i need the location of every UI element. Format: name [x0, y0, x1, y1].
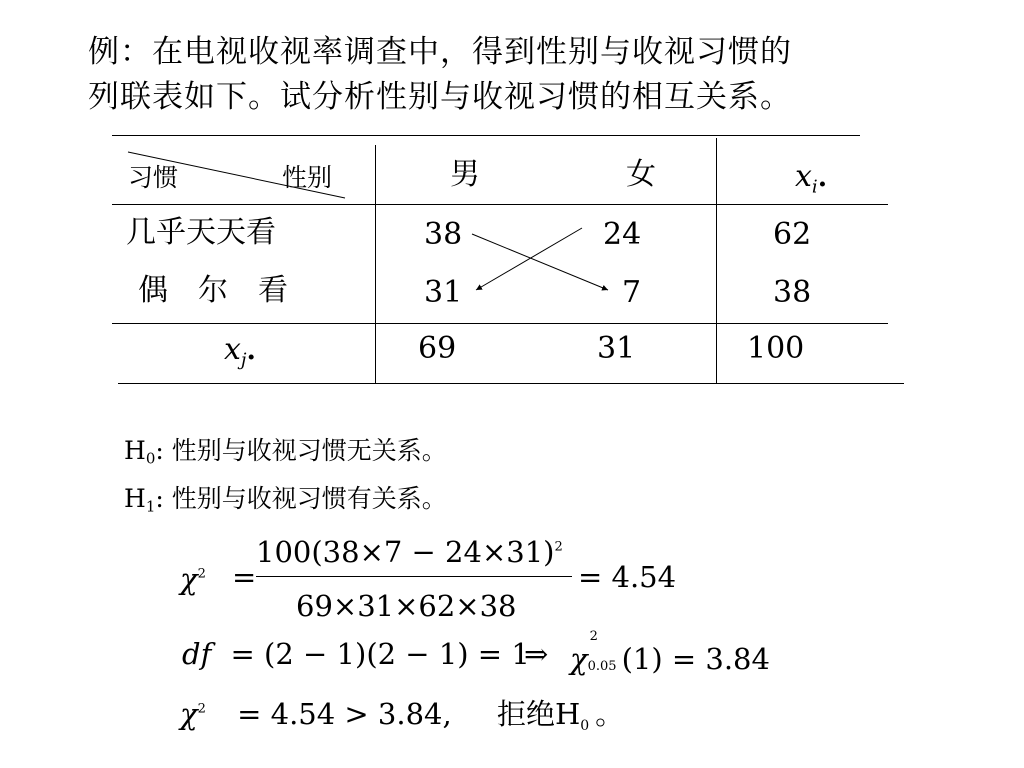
- cross-arrow-left: [476, 228, 582, 290]
- chi-square-symbol: $\chi^2$: [180, 562, 206, 596]
- fraction-numerator: $100(38\times 7 - 24\times 31)^2$: [256, 535, 563, 569]
- cell-daily-total: 62: [773, 217, 812, 252]
- row-label-daily: 几乎天天看: [126, 215, 276, 250]
- header-female: 女: [626, 157, 656, 192]
- fraction-denominator: 69×31×62×38: [296, 589, 517, 623]
- problem-line-1: 例：在电视收视率调查中，得到性别与收视习惯的: [88, 34, 792, 70]
- header-male: 男: [450, 157, 480, 192]
- df-line: df = (2 − 1)(2 − 1) = 1: [182, 637, 530, 671]
- chi-square-result: = 4.54: [578, 560, 677, 594]
- critical-value: χ 2 0.05 (1) = 3.84: [570, 629, 770, 676]
- cell-occasional-female: 7: [622, 275, 642, 310]
- problem-line-2: 列联表如下。试分析性别与收视习惯的相互关系。: [88, 79, 792, 115]
- conclusion-line: $\chi^2 = 4.54 > 3.84$, 拒绝$H_0$ 。: [180, 697, 625, 734]
- chi-square-fraction: [256, 535, 572, 628]
- cell-daily-female: 24: [603, 217, 642, 252]
- footer-male-total: 69: [418, 331, 457, 366]
- hypothesis-h0: H0: 性别与收视习惯无关系。: [124, 436, 447, 468]
- equals-sign: =: [232, 560, 257, 594]
- corner-label-habit: 习惯: [128, 163, 179, 192]
- implies-arrow: ⇒: [524, 637, 549, 671]
- footer-col-total-label: $x_j$.: [224, 332, 256, 371]
- cell-occasional-total: 38: [773, 275, 812, 310]
- footer-grand-total: 100: [747, 331, 805, 366]
- cell-daily-male: 38: [424, 217, 463, 252]
- cross-arrow-right: [472, 234, 608, 290]
- header-row-total: $x_i$.: [795, 159, 828, 198]
- fraction-bar: [256, 576, 572, 577]
- row-label-occasional: 偶 尔 看: [138, 273, 288, 308]
- corner-label-gender: 性别: [282, 163, 333, 192]
- hypothesis-h1: H1: 性别与收视习惯有关系。: [124, 484, 447, 516]
- cell-occasional-male: 31: [424, 275, 463, 310]
- footer-female-total: 31: [597, 331, 636, 366]
